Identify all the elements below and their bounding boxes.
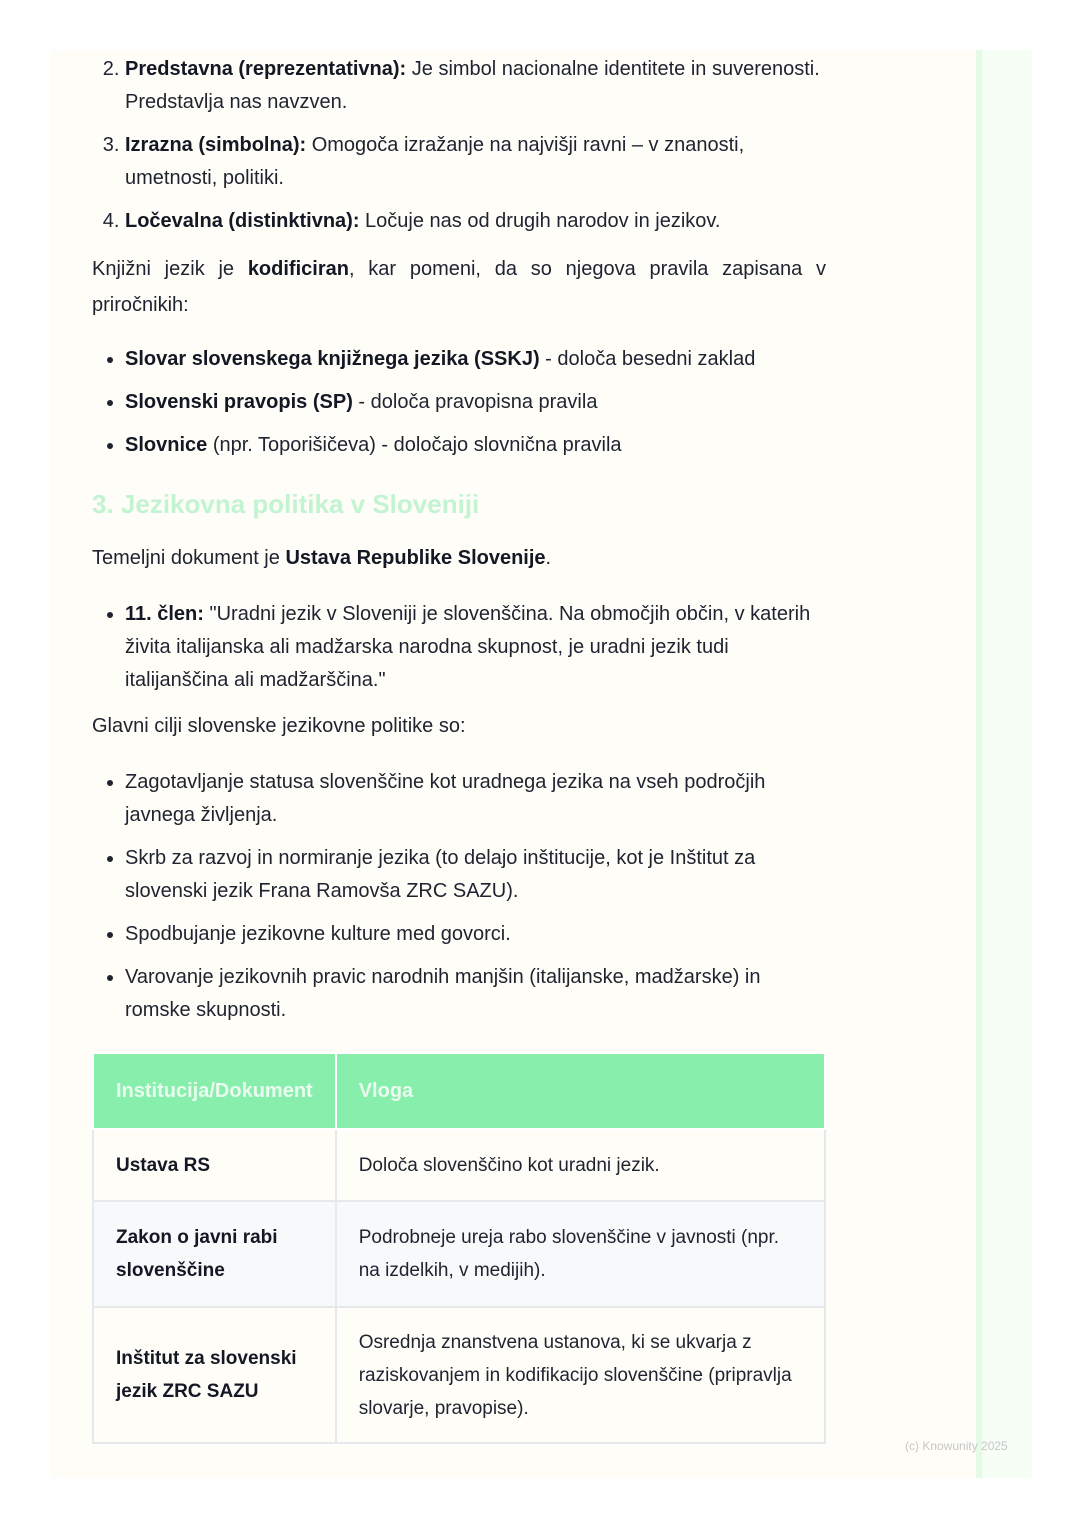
list-item: • Varovanje jezikovnih pravic narodnih manjšin (italijanske, madžarske) in romske skupnosti. [125,961,826,1027]
temeljni-paragraph: Temeljni dokument je Ustava Republike Slovenije. [92,547,552,569]
clen-list [92,598,826,697]
table-header-cell: Institucija/Dokument [93,1053,336,1129]
table-cell: Inštitut za slovenski jezik ZRC SAZU [93,1307,336,1443]
table-cell: Določa slovenščino kot uradni jezik. [336,1129,825,1201]
table-header-cell: Vloga [336,1053,825,1129]
page-edge-shadow [982,50,1032,1478]
functions-list [92,53,826,238]
table-cell: Ustava RS [93,1129,336,1201]
list-item: • Skrb za razvoj in normiranje jezika (to delajo inštitucije, kot je Inštitut za slovenski jezik Frana Ramovša ZRC SAZU). [125,842,826,908]
section-heading: 3. Jezikovna politika v Sloveniji [92,489,480,519]
table-cell: Osrednja znanstvena ustanova, ki se ukvarja z raziskovanjem in kodifikacijo slovenščine (pripravlja slovarje, pravopise). [336,1307,825,1443]
institutions-table [92,1052,826,1444]
cilji-intro: Glavni cilji slovenske jezikovne politike so: [92,715,466,737]
list-item: 3. Izrazna (simbolna): Omogoča izražanje na najvišji ravni – v znanosti, umetnosti, politiki. [125,129,826,195]
list-item: • Slovenski pravopis (SP) - določa pravopisna pravila [125,386,826,419]
document-content [92,50,826,1444]
cilji-list [92,766,826,1027]
table-row [93,1307,825,1443]
table-row [93,1129,825,1201]
list-item: • Zagotavljanje statusa slovenščine kot uradnega jezika na vseh področjih javnega življenja. [125,766,826,832]
list-item: 4. Ločevalna (distinktivna): Ločuje nas od drugih narodov in jezikov. [125,205,826,238]
table-header-row [93,1053,825,1129]
table-cell: Podrobneje ureja rabo slovenščine v javnosti (npr. na izdelkih, v medijih). [336,1201,825,1307]
list-item: • Slovar slovenskega knjižnega jezika (SSKJ) - določa besedni zaklad [125,343,826,376]
list-item: • Slovnice (npr. Toporišičeva) - določajo slovnična pravila [125,429,826,462]
list-item: • Spodbujanje jezikovne kulture med govorci. [125,918,826,951]
prirocniki-list [92,343,826,462]
copyright-footer: (c) Knowunity 2025 [905,1439,1008,1453]
table-cell: Zakon o javni rabi slovenščine [93,1201,336,1307]
kodifikacija-paragraph: Knjižni jezik je kodificiran, kar pomeni, da so njegova pravila zapisana v priročnikih: [92,258,826,316]
list-item: • 11. člen: "Uradni jezik v Sloveniji je slovenščina. Na območjih občin, v katerih živita italijanska ali madžarska narodna skupnost, je uradni jezik tudi italijanščina ali madžarščina." [125,598,826,697]
list-item: 2. Predstavna (reprezentativna): Je simbol nacionalne identitete in suverenosti. Predstavlja nas navzven. [125,53,826,119]
table-row [93,1201,825,1307]
